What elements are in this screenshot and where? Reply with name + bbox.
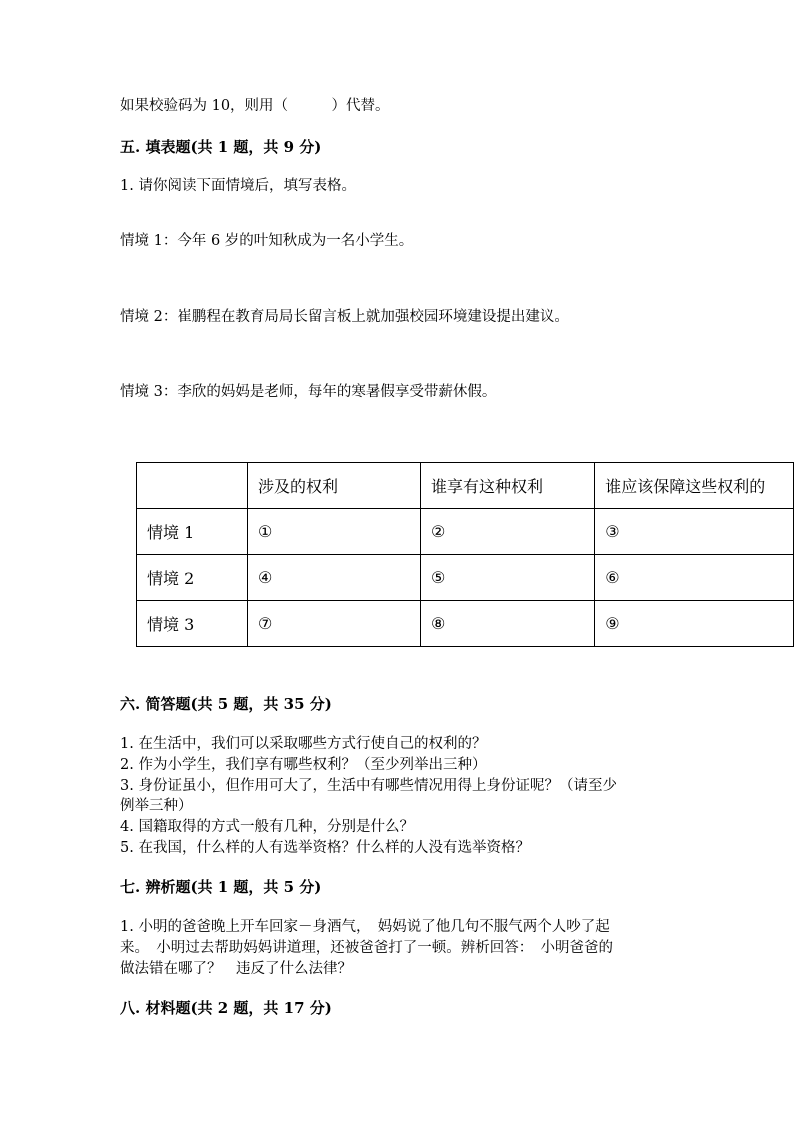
section6-line-6: 5. 在我国，什么样的人有选举资格？什么样的人没有选举资格？ <box>120 840 530 856</box>
section7-line-1: 1. 小明的爸爸晚上开车回家－身酒气， 妈妈说了他几句不服气两个人吵了起 <box>120 919 610 935</box>
table-header-cell: 涉及的权利 <box>248 463 421 509</box>
table-cell: ⑨ <box>595 601 794 647</box>
section8-heading: 八. 材料题(共 2 题，共 17 分) <box>120 999 332 1017</box>
section6-heading: 六. 简答题(共 5 题，共 35 分) <box>120 695 332 713</box>
table-row <box>137 555 794 601</box>
table-row <box>137 601 794 647</box>
section5-question: 1. 请你阅读下面情境后，填写表格。 <box>120 178 356 194</box>
table-cell: ⑥ <box>595 555 794 601</box>
scenario-1: 情境 1：今年 6 岁的叶知秋成为一名小学生。 <box>120 233 414 249</box>
scenario-2: 情境 2：崔鹏程在教育局局长留言板上就加强校园环境建设提出建议。 <box>120 309 569 325</box>
rights-table <box>136 462 794 647</box>
table-cell: 情境 2 <box>137 555 248 601</box>
table-header-cell <box>137 463 248 509</box>
section5-heading: 五. 填表题(共 1 题，共 9 分) <box>120 138 322 156</box>
section6-line-3: 3. 身份证虽小，但作用可大了，生活中有哪些情况用得上身份证呢？（请至少 <box>120 778 617 794</box>
table-cell: ② <box>421 509 595 555</box>
section6-line-5: 4. 国籍取得的方式一般有几种，分别是什么？ <box>120 819 414 835</box>
table-cell: 情境 3 <box>137 601 248 647</box>
section6-line-2: 2. 作为小学生，我们享有哪些权利？（至少列举出三种） <box>120 757 487 773</box>
table-header-cell: 谁享有这种权利 <box>421 463 595 509</box>
table-header-cell: 谁应该保障这些权利的 <box>595 463 794 509</box>
scenario-3: 情境 3：李欣的妈妈是老师，每年的寒暑假享受带薪休假。 <box>120 384 497 400</box>
table-cell: ④ <box>248 555 421 601</box>
section7-heading: 七. 辨析题(共 1 题，共 5 分) <box>120 878 322 896</box>
table-cell: ⑤ <box>421 555 595 601</box>
table-row <box>137 509 794 555</box>
table-cell: ⑧ <box>421 601 595 647</box>
section6-line-4: 例举三种） <box>120 798 193 814</box>
table-header-row <box>137 463 794 509</box>
table-cell: 情境 1 <box>137 509 248 555</box>
table-cell: ① <box>248 509 421 555</box>
table-cell: ⑦ <box>248 601 421 647</box>
section7-line-3: 做法错在哪了？ 违反了什么法律？ <box>120 961 352 977</box>
section6-line-1: 1. 在生活中，我们可以采取哪些方式行使自己的权利的？ <box>120 736 487 752</box>
table-cell: ③ <box>595 509 794 555</box>
previous-question-tail: 如果校验码为 10，则用（ ）代替。 <box>120 98 390 114</box>
section7-line-2: 来。 小明过去帮助妈妈讲道理，还被爸爸打了一顿。辨析回答： 小明爸爸的 <box>120 940 613 956</box>
